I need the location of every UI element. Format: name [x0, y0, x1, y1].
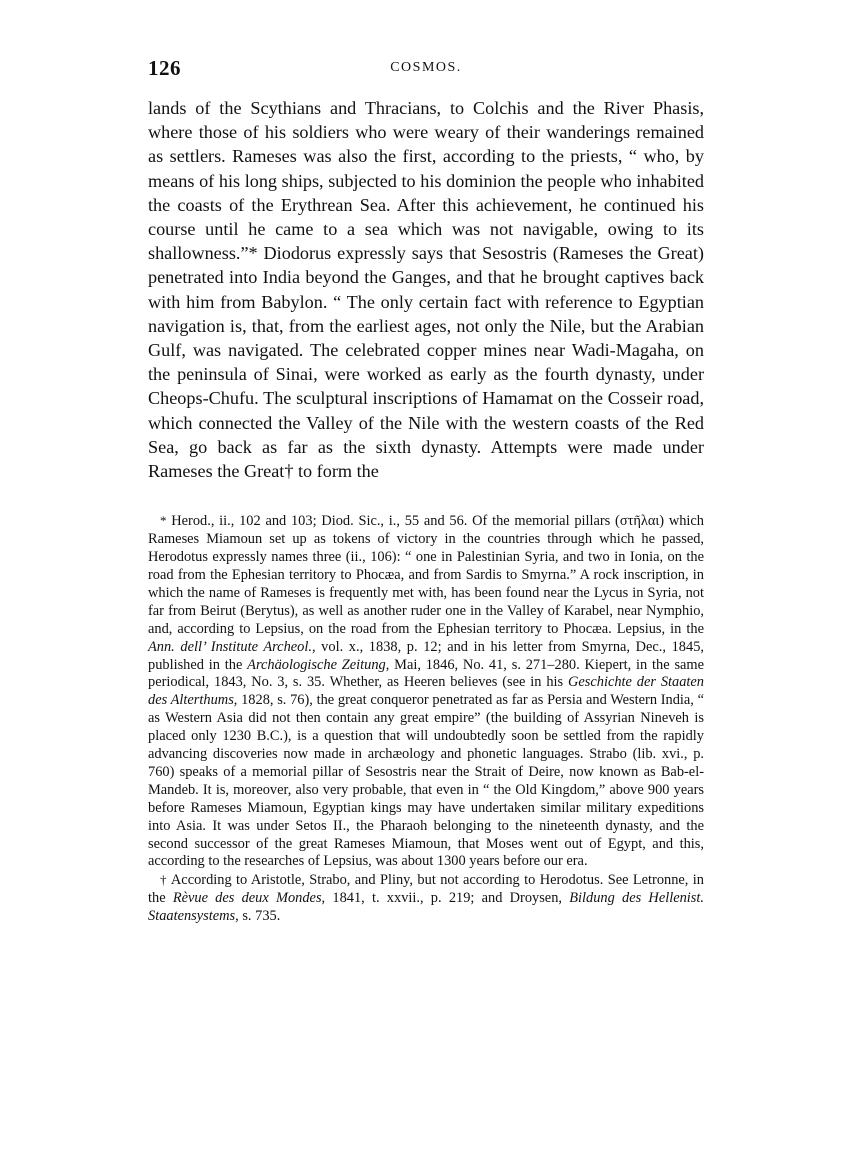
footnote-title-italic: Bildung des Hellenist. Staatensystems	[148, 890, 704, 925]
footnote-text-run: , s. 735.	[235, 908, 281, 925]
footnote-mark: *	[160, 513, 167, 529]
footnote-text	[148, 513, 704, 869]
footnote-text-run: , Mai, 1846, No. 41, s. 271–280. Kiepert, in the same periodical, 1843, No. 3, s. 35. Whether, as Heeren believes (see in his	[148, 656, 705, 691]
running-head	[148, 56, 704, 90]
footnote-title-italic: Archäologische Zeitung	[247, 656, 386, 673]
book-page	[148, 56, 704, 926]
footnote-separator	[148, 483, 704, 499]
footnote-text-run: Herod., ii., 102 and 103; Diod. Sic., i., 55 and 56. Of the memorial pillars (στῆλαι) which Rameses Miamoun set up as tokens of victory in the countries through which he passed, Herodotus expressly names three (ii., 106): “ one in Palestinian Syria, and two in Ionia, on the road from the Ephesian territory to Phocæa, and from Sardis to Smyrna.” A rock inscription, in which the name of Rameses is frequently met with, has been found near the Lycus in Syria, not far from Beirut (Berytus), as well as another ruder one in the Valley of Karabel, near Nymphio, and, according to Lepsius, on the road from the Ephesian territory to Phocæa. Lepsius, in the	[148, 513, 704, 637]
footnote-herodotus	[148, 512, 704, 871]
footnote-title-italic: Geschichte der Staaten des Alterthums	[148, 674, 704, 709]
body-paragraph: lands of the Scythians and Thracians, to Colchis and the River Phasis, where those of his soldiers who were weary of their wanderings remained as settlers. Rameses was also the first, according to the priests, “ who, by means of his long ships, subjected to his dominion the people who inhabited the coasts of the Erythrean Sea. After this achievement, he continued his course until he came to a sea which was not navigable, owing to its shallowness.”* Diodorus expressly says that Sesostris (Rameses the Great) penetrated into India beyond the Ganges, and that he brought captives back with him from Babylon. “ The only certain fact with reference to Egyptian navigation is, that, from the earliest ages, not only the Nile, but the Arabian Gulf, was navigated. The celebrated copper mines near Wadi-Magaha, on the peninsula of Sinai, were worked as early as the fourth dynasty, under Cheops-Chufu. The sculptural inscriptions of Hamamat on the Cosseir road, which connected the Valley of the Nile with the western coasts of the Red Sea, go back as far as the sixth dynasty. Attempts were made under Rameses the Great† to form the	[148, 98, 704, 482]
footnote-text-run: , 1841, t. xxvii., p. 219; and Droysen,	[321, 890, 570, 907]
page-number: 126	[148, 56, 181, 80]
footnote-text-run: According to Aristotle, Strabo, and Pliny, but not according to Herodotus. See Letronne, in the	[148, 872, 705, 907]
footnote-title-italic: Rèvue des deux Mondes	[172, 890, 322, 907]
running-title: COSMOS.	[390, 60, 462, 75]
footnote-aristotle	[148, 871, 704, 926]
footnotes	[148, 512, 704, 926]
footnote-mark: †	[160, 872, 168, 888]
footnote-title-italic: Ann. dell’ Institute Archeol.	[148, 638, 312, 655]
footnote-text-run: , vol. x., 1838, p. 12; and in his letter from Smyrna, Dec., 1845, published in the	[148, 638, 704, 673]
footnote-text	[148, 872, 704, 924]
footnote-text-run: , 1828, s. 76), the great conqueror penetrated as far as Persia and Western India, “ as Western Asia did not then contain any great empire” (the building of Assyrian Nineveh is placed only 1230 B.C.), is a question that will undoubtedly soon be settled from the rapidly advancing discoveries now made in archæology and phonetic languages. Strabo (lib. xvi., p. 760) speaks of a memorial pillar of Sesostris near the Strait of Deire, now known as Bab-el-Mandeb. It is, moreover, also very probable, that even in “ the Old Kingdom,” above 900 years before Rameses Miamoun, Egyptian kings may have undertaken similar military expeditions into Asia. It was under Setos II., the Pharaoh belonging to the nineteenth dynasty, and the second successor of the great Rameses Miamoun, that Moses went out of Egypt, and this, according to the researches of Lepsius, was about 1300 years before our era.	[148, 692, 704, 870]
